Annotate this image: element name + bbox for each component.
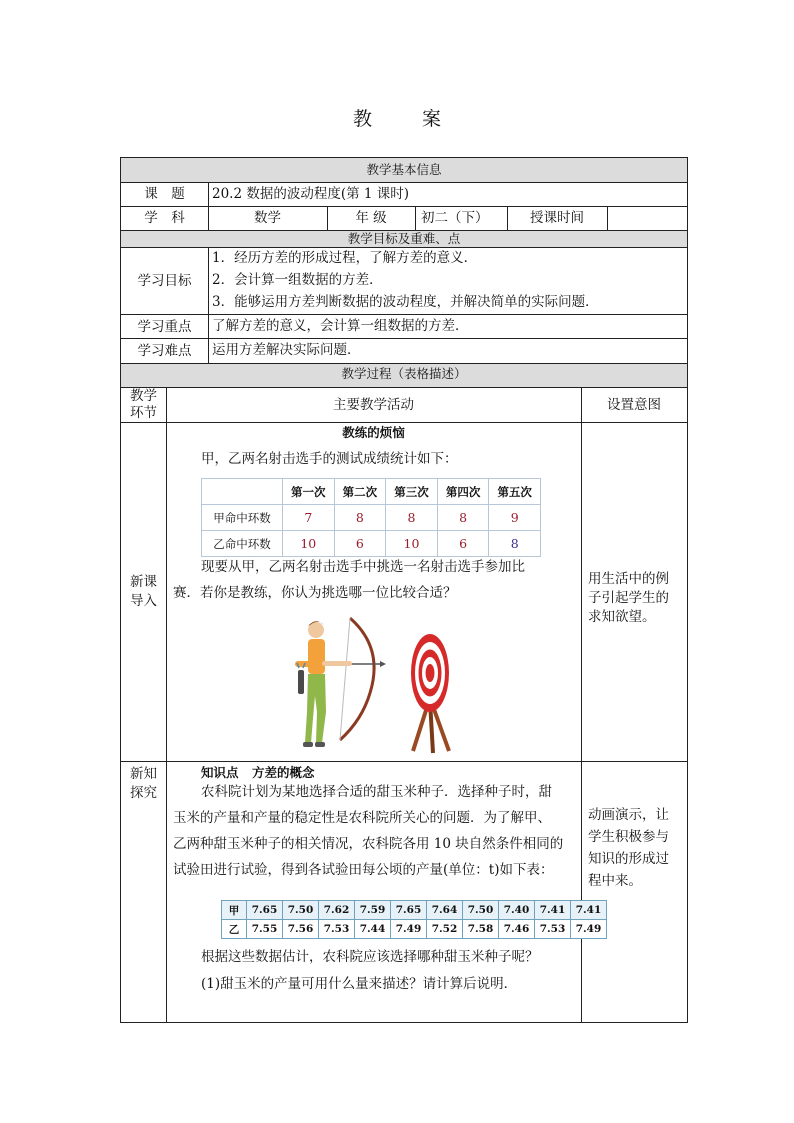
difficulty-value: 运用方差解决实际问题． bbox=[212, 342, 361, 358]
table-cell: 7.52 bbox=[427, 920, 463, 939]
table-cell: 8 bbox=[437, 505, 489, 531]
intro-stage-line2: 导入 bbox=[130, 593, 157, 609]
table-cell: 7.50 bbox=[283, 901, 319, 920]
table-cell: 7.40 bbox=[499, 901, 535, 920]
difficulty-label: 学习难点 bbox=[137, 343, 192, 359]
table-cell: 8 bbox=[334, 505, 386, 531]
table-cell: 7.64 bbox=[427, 901, 463, 920]
intro-question-line2: 赛．若你是教练，你认为挑选哪一位比较合适？ bbox=[173, 585, 457, 601]
explore-stage-line2: 探究 bbox=[130, 785, 157, 801]
table-cell: 10 bbox=[283, 531, 335, 557]
intro-stage-line1: 新课 bbox=[130, 574, 157, 590]
corn-yield-table bbox=[221, 900, 607, 939]
table-cell: 7.62 bbox=[319, 901, 355, 920]
table-header-cell: 第五次 bbox=[489, 479, 541, 505]
explore-intent-line3: 知识的形成过 bbox=[588, 851, 669, 867]
table-cell: 7.49 bbox=[391, 920, 427, 939]
explore-stage-line1: 新知 bbox=[130, 766, 157, 782]
intro-intent-line2: 子引起学生的 bbox=[588, 590, 669, 606]
explore-para-line: 试验田进行试验，得到各试验田每公顷的产量(单位：t)如下表： bbox=[173, 862, 554, 878]
goal-item: 2．会计算一组数据的方差． bbox=[212, 272, 383, 288]
topic-value: 20.2 数据的波动程度(第 1 课时) bbox=[212, 186, 410, 202]
intro-heading: 教练的烦恼 bbox=[342, 425, 405, 440]
explore-question-1: 根据这些数据估计，农科院应该选择哪种甜玉米种子呢？ bbox=[201, 949, 539, 965]
row-label: 乙 bbox=[222, 920, 247, 939]
explore-intent-line1: 动画演示，让 bbox=[588, 807, 669, 823]
archer-illustration bbox=[286, 608, 386, 758]
table-cell: 8 bbox=[386, 505, 438, 531]
basic-info-header: 教学基本信息 bbox=[366, 162, 442, 177]
explore-intent-line2: 学生积极参与 bbox=[588, 829, 669, 845]
table-header-cell: 第二次 bbox=[334, 479, 386, 505]
row-label: 甲 bbox=[222, 901, 247, 920]
page-title: 教 案 bbox=[352, 108, 464, 130]
intro-intent-line3: 求知欲望。 bbox=[588, 609, 656, 625]
explore-para-line: 玉米的产量和产量的稳定性是农科院所关心的问题．为了解甲、 bbox=[173, 810, 551, 826]
stage-col-header-line2: 环节 bbox=[130, 405, 157, 421]
row-label: 甲命中环数 bbox=[202, 505, 283, 531]
table-row bbox=[202, 531, 541, 557]
lesson-plan-table bbox=[120, 157, 688, 1023]
table-cell: 7.58 bbox=[463, 920, 499, 939]
knowledge-point-label: 知识点 bbox=[201, 765, 239, 780]
knowledge-point-title: 方差的概念 bbox=[252, 765, 315, 780]
table-cell: 6 bbox=[437, 531, 489, 557]
goal-item: 1．经历方差的形成过程，了解方差的意义． bbox=[212, 250, 478, 266]
table-cell: 7.44 bbox=[355, 920, 391, 939]
row-label: 乙命中环数 bbox=[202, 531, 283, 557]
table-row bbox=[222, 901, 607, 920]
activity-col-header: 主要教学活动 bbox=[333, 397, 414, 413]
intro-intent-line1: 用生活中的例 bbox=[588, 571, 669, 587]
shooting-score-table bbox=[201, 478, 541, 557]
table-cell: 7.46 bbox=[499, 920, 535, 939]
topic-label: 课 题 bbox=[144, 186, 185, 202]
table-cell: 7.41 bbox=[535, 901, 571, 920]
grade-value: 初二（下） bbox=[421, 210, 489, 226]
key-label: 学习重点 bbox=[137, 319, 192, 335]
table-cell: 7.56 bbox=[283, 920, 319, 939]
grade-label: 年 级 bbox=[355, 210, 387, 226]
intro-question-line1: 现要从甲，乙两名射击选手中挑选一名射击选手参加比 bbox=[201, 559, 525, 575]
table-cell: 7.65 bbox=[247, 901, 283, 920]
table-header-cell bbox=[202, 479, 283, 505]
explore-para-line: 农科院计划为某地选择合适的甜玉米种子．选择种子时，甜 bbox=[201, 784, 552, 800]
time-label: 授课时间 bbox=[530, 210, 584, 226]
table-cell: 8 bbox=[489, 531, 541, 557]
goal-item: 3．能够运用方差判断数据的波动程度，并解决简单的实际问题． bbox=[212, 294, 599, 310]
table-cell: 7 bbox=[283, 505, 335, 531]
table-cell: 6 bbox=[334, 531, 386, 557]
table-cell: 9 bbox=[489, 505, 541, 531]
stage-col-header-line1: 教学 bbox=[130, 388, 157, 404]
table-row bbox=[202, 505, 541, 531]
table-cell: 10 bbox=[386, 531, 438, 557]
archery-target-illustration bbox=[401, 633, 461, 758]
table-row bbox=[222, 920, 607, 939]
explore-question-2: (1)甜玉米的产量可用什么量来描述？请计算后说明． bbox=[201, 976, 518, 992]
table-cell: 7.53 bbox=[319, 920, 355, 939]
table-header-cell: 第四次 bbox=[437, 479, 489, 505]
intro-lead: 甲，乙两名射击选手的测试成绩统计如下： bbox=[201, 451, 458, 467]
key-value: 了解方差的意义，会计算一组数据的方差． bbox=[212, 318, 469, 334]
explore-para-line: 乙两种甜玉米种子的相关情况，农科院各用 10 块自然条件相同的 bbox=[173, 836, 564, 852]
explore-intent-line4: 程中来。 bbox=[588, 873, 642, 889]
intent-col-header: 设置意图 bbox=[607, 397, 661, 413]
table-header-cell: 第一次 bbox=[283, 479, 335, 505]
table-cell: 7.65 bbox=[391, 901, 427, 920]
process-header: 教学过程（表格描述） bbox=[341, 366, 467, 381]
table-row bbox=[202, 479, 541, 505]
table-cell: 7.49 bbox=[571, 920, 607, 939]
table-cell: 7.50 bbox=[463, 901, 499, 920]
objectives-header: 教学目标及重难、点 bbox=[347, 231, 461, 246]
table-header-cell: 第三次 bbox=[386, 479, 438, 505]
table-cell: 7.53 bbox=[535, 920, 571, 939]
goals-label: 学习目标 bbox=[137, 273, 192, 289]
table-cell: 7.59 bbox=[355, 901, 391, 920]
table-cell: 7.41 bbox=[571, 901, 607, 920]
subject-value: 数学 bbox=[254, 210, 281, 226]
table-cell: 7.55 bbox=[247, 920, 283, 939]
subject-label: 学 科 bbox=[144, 210, 185, 226]
